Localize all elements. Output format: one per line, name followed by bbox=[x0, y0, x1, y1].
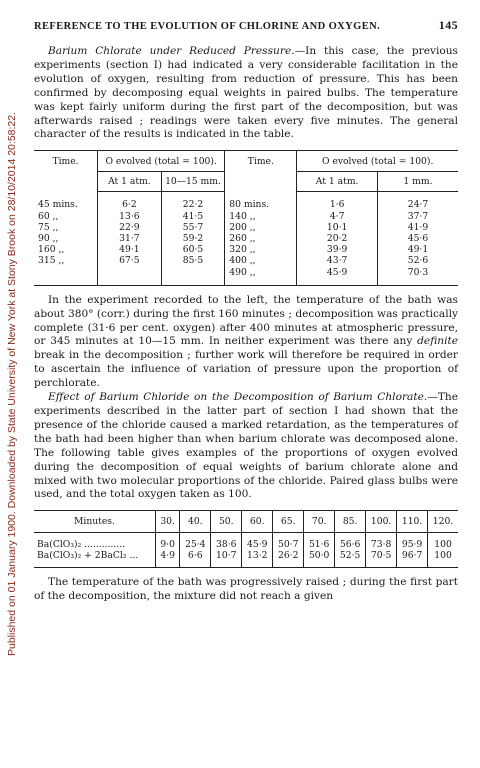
value-cell: 37·7 bbox=[407, 210, 429, 222]
column-header: 120. bbox=[428, 511, 458, 533]
table-row bbox=[34, 244, 458, 255]
value-cell: 55·7 bbox=[161, 222, 225, 233]
value-cell: 70·3 bbox=[407, 266, 429, 278]
value-cell: 45·6 bbox=[407, 232, 429, 244]
value-cell: 100 bbox=[434, 539, 452, 551]
value-cell: 52·5 bbox=[335, 550, 366, 568]
value-cell: 52·6 bbox=[407, 255, 429, 267]
time-cell bbox=[34, 267, 98, 286]
paragraph-temperature-progression: The temperature of the bath was progressively raised ; during the first part of the decomposition, the mixture did not reach a given bbox=[34, 576, 458, 603]
right-sub-header: 1 mm. bbox=[377, 172, 458, 192]
column-header: 100. bbox=[366, 511, 397, 533]
table-row bbox=[34, 550, 458, 568]
time-header-right: Time. bbox=[225, 151, 297, 192]
table-row bbox=[34, 192, 458, 211]
section-heading-reduced-pressure: Barium Chlorate under Reduced Pressure. bbox=[48, 45, 295, 57]
section-heading-barium-chloride: Effect of Barium Chloride on the Decomposition of Barium Chlorate. bbox=[48, 391, 428, 404]
column-header: Minutes. bbox=[34, 511, 155, 533]
value-cell: 13·6 bbox=[98, 211, 162, 222]
value-cell: 39·9 bbox=[297, 244, 378, 255]
row-label: Ba(ClO₃)₂ .............. bbox=[34, 533, 155, 551]
value-cell: 10·1 bbox=[297, 222, 378, 233]
time-cell: 75 ,, bbox=[34, 222, 98, 233]
value-cell: 73·8 bbox=[366, 533, 397, 551]
paragraph-text: break in the decomposition ; further work will therefore be required in order to ascertain the influence of variation of pressure upon the proportion of perchlorate. bbox=[34, 349, 458, 390]
value-cell: 59·2 bbox=[161, 233, 225, 244]
value-cell: 24·7 bbox=[407, 199, 429, 211]
time-cell: 80 mins. bbox=[225, 192, 297, 211]
value-cell: 26·2 bbox=[273, 550, 304, 568]
value-cell: 95·9 bbox=[397, 533, 428, 551]
value-cell: 6·2 bbox=[98, 192, 162, 211]
paragraph-text: —In this case, the previous experiments (section I) had indicated a very considerable facilitation in the evolution of oxygen, resulting from reduction of pressure. This has been confirmed by decomposing equal weights in paired bulbs. The temperature was kept fairly uniform during the first part of the decomposition, but was afterwards raised ; readings were taken every five minutes. The general character of the results is indicated in the table. bbox=[34, 45, 458, 141]
column-header: 50. bbox=[211, 511, 242, 533]
column-header: 110. bbox=[397, 511, 428, 533]
table-row bbox=[34, 533, 458, 551]
paragraph-barium-chloride-effect bbox=[34, 391, 458, 502]
paragraph-barium-chlorate-reduced-pressure bbox=[34, 45, 458, 142]
value-cell: 13·2 bbox=[242, 550, 273, 568]
value-cell: 41·9 bbox=[407, 221, 429, 233]
value-cell: 51·6 bbox=[304, 533, 335, 551]
download-notice bbox=[0, 0, 22, 768]
running-head bbox=[34, 18, 458, 33]
value-cell: 50·7 bbox=[273, 533, 304, 551]
paragraph-text: —The experiments described in the latter part of section I had shown that the presence of the chloride caused a marked retardation, as the temperatures of the bath had been higher than when barium chlorate was decomposed alone. The following table gives examples of the proportions of oxygen evolved during the decomposition of equal weights of barium chlorate alone and mixed with two molecular proportions of the chloride. Paired glass bulbs were used, and the total oxygen taken as 100. bbox=[34, 391, 458, 501]
value-cell: 9·0 bbox=[155, 533, 179, 551]
value-cell: 38·6 bbox=[211, 533, 242, 551]
value-cell: 60·5 bbox=[161, 244, 225, 255]
time-cell: 400 ,, bbox=[225, 255, 297, 266]
column-header: 30. bbox=[155, 511, 179, 533]
column-header: 70. bbox=[304, 511, 335, 533]
table-row bbox=[34, 267, 458, 286]
emphasis-text: definite bbox=[417, 335, 458, 348]
value-cell: 67·5 bbox=[98, 255, 162, 266]
value-cell: 22·9 bbox=[98, 222, 162, 233]
chloride-table bbox=[34, 510, 458, 568]
table-row bbox=[34, 233, 458, 244]
value-cell: 20·2 bbox=[297, 233, 378, 244]
table-row bbox=[34, 211, 458, 222]
value-cell: 50·0 bbox=[304, 550, 335, 568]
value-cell bbox=[161, 267, 225, 286]
value-cell: 96·7 bbox=[397, 550, 428, 568]
row-label: Ba(ClO₃)₂ + 2BaCl₂ ... bbox=[34, 550, 155, 568]
time-header-left: Time. bbox=[34, 151, 98, 192]
time-cell: 60 ,, bbox=[34, 211, 98, 222]
value-cell: 56·6 bbox=[335, 533, 366, 551]
page-content bbox=[34, 18, 458, 604]
left-group-header: O evolved (total = 100). bbox=[98, 151, 225, 172]
value-cell: 45·9 bbox=[297, 267, 378, 286]
right-sub-header: At 1 atm. bbox=[297, 172, 378, 192]
value-cell: 4·7 bbox=[297, 211, 378, 222]
value-cell: 70·5 bbox=[366, 550, 397, 568]
left-sub-header: 10—15 mm. bbox=[161, 172, 225, 192]
table-row bbox=[34, 255, 458, 266]
value-cell: 25·4 bbox=[180, 533, 211, 551]
time-cell: 490 ,, bbox=[225, 267, 297, 286]
column-header: 65. bbox=[273, 511, 304, 533]
value-cell bbox=[98, 267, 162, 286]
value-cell: 6·6 bbox=[180, 550, 211, 568]
time-cell: 200 ,, bbox=[225, 222, 297, 233]
running-head-title: REFERENCE TO THE EVOLUTION OF CHLORINE AND OXYGEN. bbox=[34, 21, 381, 32]
time-cell: 260 ,, bbox=[225, 233, 297, 244]
time-cell: 315 ,, bbox=[34, 255, 98, 266]
time-cell: 320 ,, bbox=[225, 244, 297, 255]
value-cell: 100 bbox=[434, 550, 452, 562]
download-notice-text: Published on 01 January 1900. Downloaded by State University of New York at Stony Brook on 28/10/2014 20:58:22. bbox=[6, 111, 18, 657]
column-header: 40. bbox=[180, 511, 211, 533]
value-cell: 10·7 bbox=[211, 550, 242, 568]
paragraph-experiment-discussion bbox=[34, 294, 458, 391]
value-cell: 1·6 bbox=[297, 192, 378, 211]
value-cell: 85·5 bbox=[161, 255, 225, 266]
right-group-header: O evolved (total = 100). bbox=[297, 151, 458, 172]
time-cell: 90 ,, bbox=[34, 233, 98, 244]
value-cell: 22·2 bbox=[161, 192, 225, 211]
column-header: 60. bbox=[242, 511, 273, 533]
left-sub-header: At 1 atm. bbox=[98, 172, 162, 192]
value-cell: 31·7 bbox=[98, 233, 162, 244]
page-number: 145 bbox=[438, 18, 458, 32]
time-cell: 140 ,, bbox=[225, 211, 297, 222]
value-cell: 49·1 bbox=[98, 244, 162, 255]
value-cell: 4·9 bbox=[155, 550, 179, 568]
time-cell: 160 ,, bbox=[34, 244, 98, 255]
paragraph-text: In the experiment recorded to the left, the temperature of the bath was about 380° (corr.) during the first 160 minutes ; decomposition was practically complete (31·6 per cent. oxygen) after 400 minutes at atmospheric pressure, or 345 minutes at 10—15 mm. In neither experiment was there any bbox=[34, 293, 458, 348]
value-cell: 49·1 bbox=[407, 244, 429, 256]
pressure-table bbox=[34, 150, 458, 285]
table-row bbox=[34, 222, 458, 233]
value-cell: 41·5 bbox=[161, 211, 225, 222]
value-cell: 45·9 bbox=[242, 533, 273, 551]
column-header: 85. bbox=[335, 511, 366, 533]
value-cell: 43·7 bbox=[297, 255, 378, 266]
time-cell: 45 mins. bbox=[34, 192, 98, 211]
